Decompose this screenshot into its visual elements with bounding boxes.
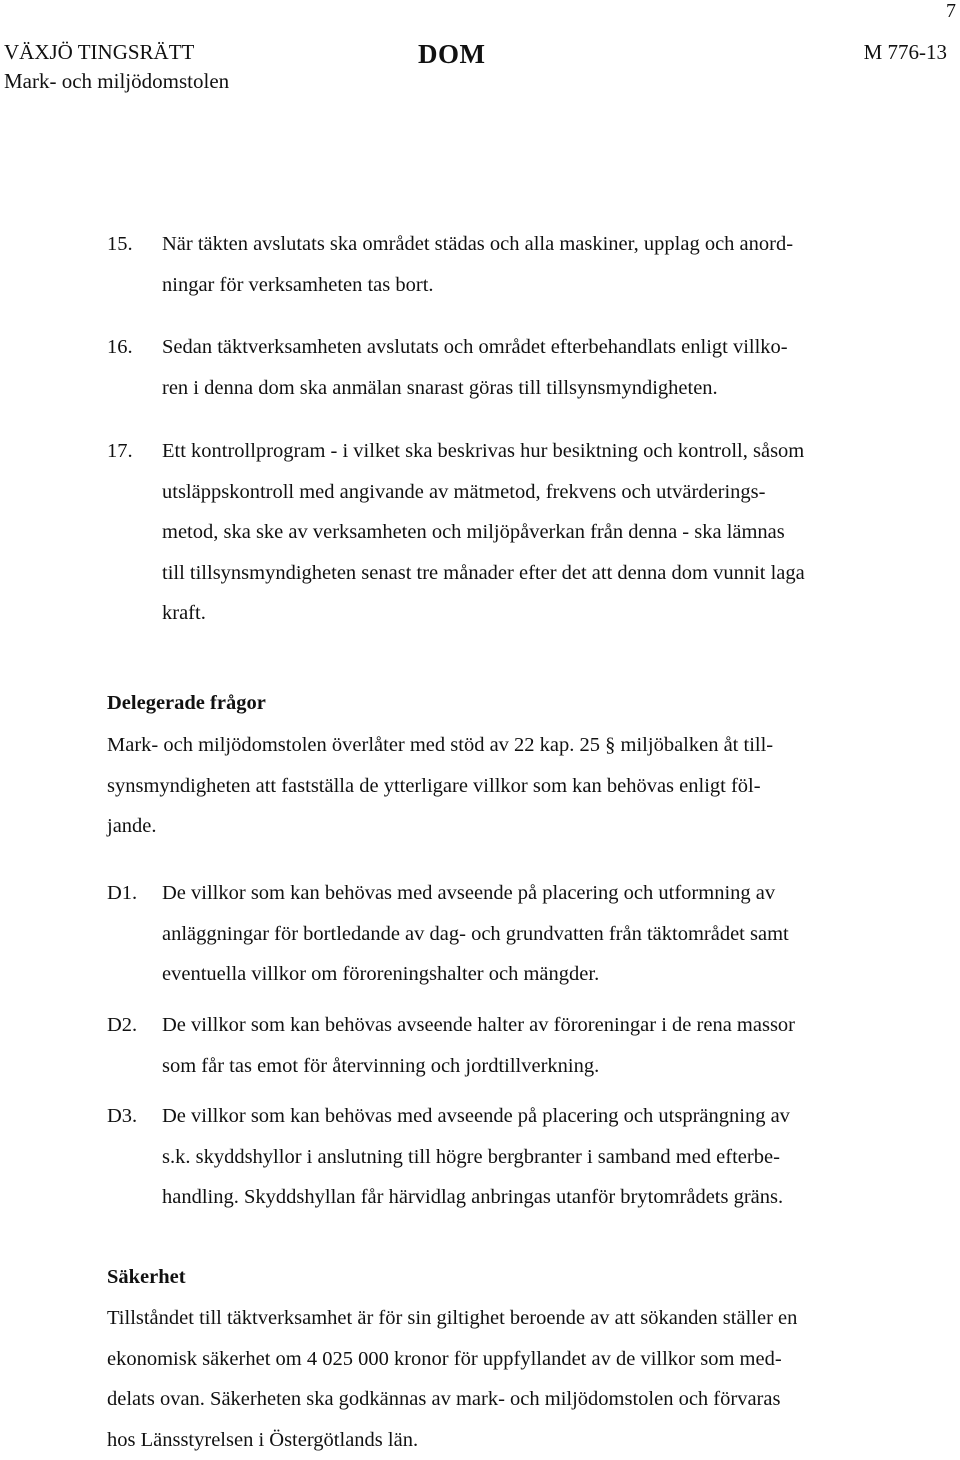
paragraph-line: Tillståndet till täktverksamhet är för sin giltighet beroende av att sökanden ställer en	[107, 1298, 907, 1339]
delegated-item-line: eventuella villkor om föroreningshalter och mängder.	[162, 954, 907, 995]
condition-line: ningar för verksamheten tas bort.	[162, 265, 907, 306]
delegated-item-number: D2.	[107, 1005, 162, 1046]
delegated-item-d3	[107, 1096, 907, 1218]
delegated-item-line: De villkor som kan behövas avseende halter av föroreningar i de rena massor	[162, 1005, 907, 1046]
condition-line: ren i denna dom ska anmälan snarast göras till tillsynsmyndigheten.	[162, 368, 907, 409]
condition-line: Sedan täktverksamheten avslutats och området efterbehandlats enligt villko-	[162, 327, 907, 368]
condition-number: 17.	[107, 431, 162, 472]
condition-16	[107, 327, 907, 408]
document-type: DOM	[418, 39, 485, 70]
delegated-item-d2	[107, 1005, 907, 1086]
paragraph-line: hos Länsstyrelsen i Östergötlands län.	[107, 1420, 907, 1460]
section-heading-delegated: Delegerade frågor	[107, 692, 266, 715]
court-division: Mark- och miljödomstolen	[4, 69, 229, 94]
delegated-item-line: De villkor som kan behövas med avseende på placering och utformning av	[162, 873, 907, 914]
delegated-intro	[107, 725, 907, 847]
delegated-item-line: De villkor som kan behövas med avseende på placering och utsprängning av	[162, 1096, 907, 1137]
section-heading-security: Säkerhet	[107, 1266, 186, 1289]
condition-number: 16.	[107, 327, 162, 368]
condition-line: metod, ska ske av verksamheten och miljöpåverkan från denna - ska lämnas	[162, 512, 907, 553]
delegated-item-d1	[107, 873, 907, 995]
paragraph-line: Mark- och miljödomstolen överlåter med stöd av 22 kap. 25 § miljöbalken åt till-	[107, 725, 907, 766]
delegated-item-line: handling. Skyddshyllan får härvidlag anbringas utanför brytområdets gräns.	[162, 1177, 907, 1218]
paragraph-line: jande.	[107, 806, 907, 847]
paragraph-line: synsmyndigheten att fastställa de ytterligare villkor som kan behövas enligt föl-	[107, 766, 907, 807]
delegated-item-line: s.k. skyddshyllor i anslutning till högre bergbranter i samband med efterbe-	[162, 1137, 907, 1178]
condition-number: 15.	[107, 224, 162, 265]
paragraph-line: delats ovan. Säkerheten ska godkännas av mark- och miljödomstolen och förvaras	[107, 1379, 907, 1420]
delegated-item-number: D3.	[107, 1096, 162, 1137]
page-number: 7	[946, 0, 956, 23]
condition-line: till tillsynsmyndigheten senast tre månader efter det att denna dom vunnit laga	[162, 553, 907, 594]
condition-line: Ett kontrollprogram - i vilket ska beskrivas hur besiktning och kontroll, såsom	[162, 431, 907, 472]
condition-line: kraft.	[162, 593, 907, 634]
condition-15	[107, 224, 907, 305]
delegated-item-line: anläggningar för bortledande av dag- och grundvatten från täktområdet samt	[162, 914, 907, 955]
condition-17	[107, 431, 907, 634]
paragraph-line: ekonomisk säkerhet om 4 025 000 kronor för uppfyllandet av de villkor som med-	[107, 1339, 907, 1380]
case-number: M 776-13	[864, 40, 947, 65]
court-name: VÄXJÖ TINGSRÄTT	[4, 40, 194, 65]
delegated-item-number: D1.	[107, 873, 162, 914]
security-paragraph	[107, 1298, 907, 1460]
condition-line: utsläppskontroll med angivande av mätmetod, frekvens och utvärderings-	[162, 472, 907, 513]
delegated-item-line: som får tas emot för återvinning och jordtillverkning.	[162, 1046, 907, 1087]
condition-line: När täkten avslutats ska området städas och alla maskiner, upplag och anord-	[162, 224, 907, 265]
